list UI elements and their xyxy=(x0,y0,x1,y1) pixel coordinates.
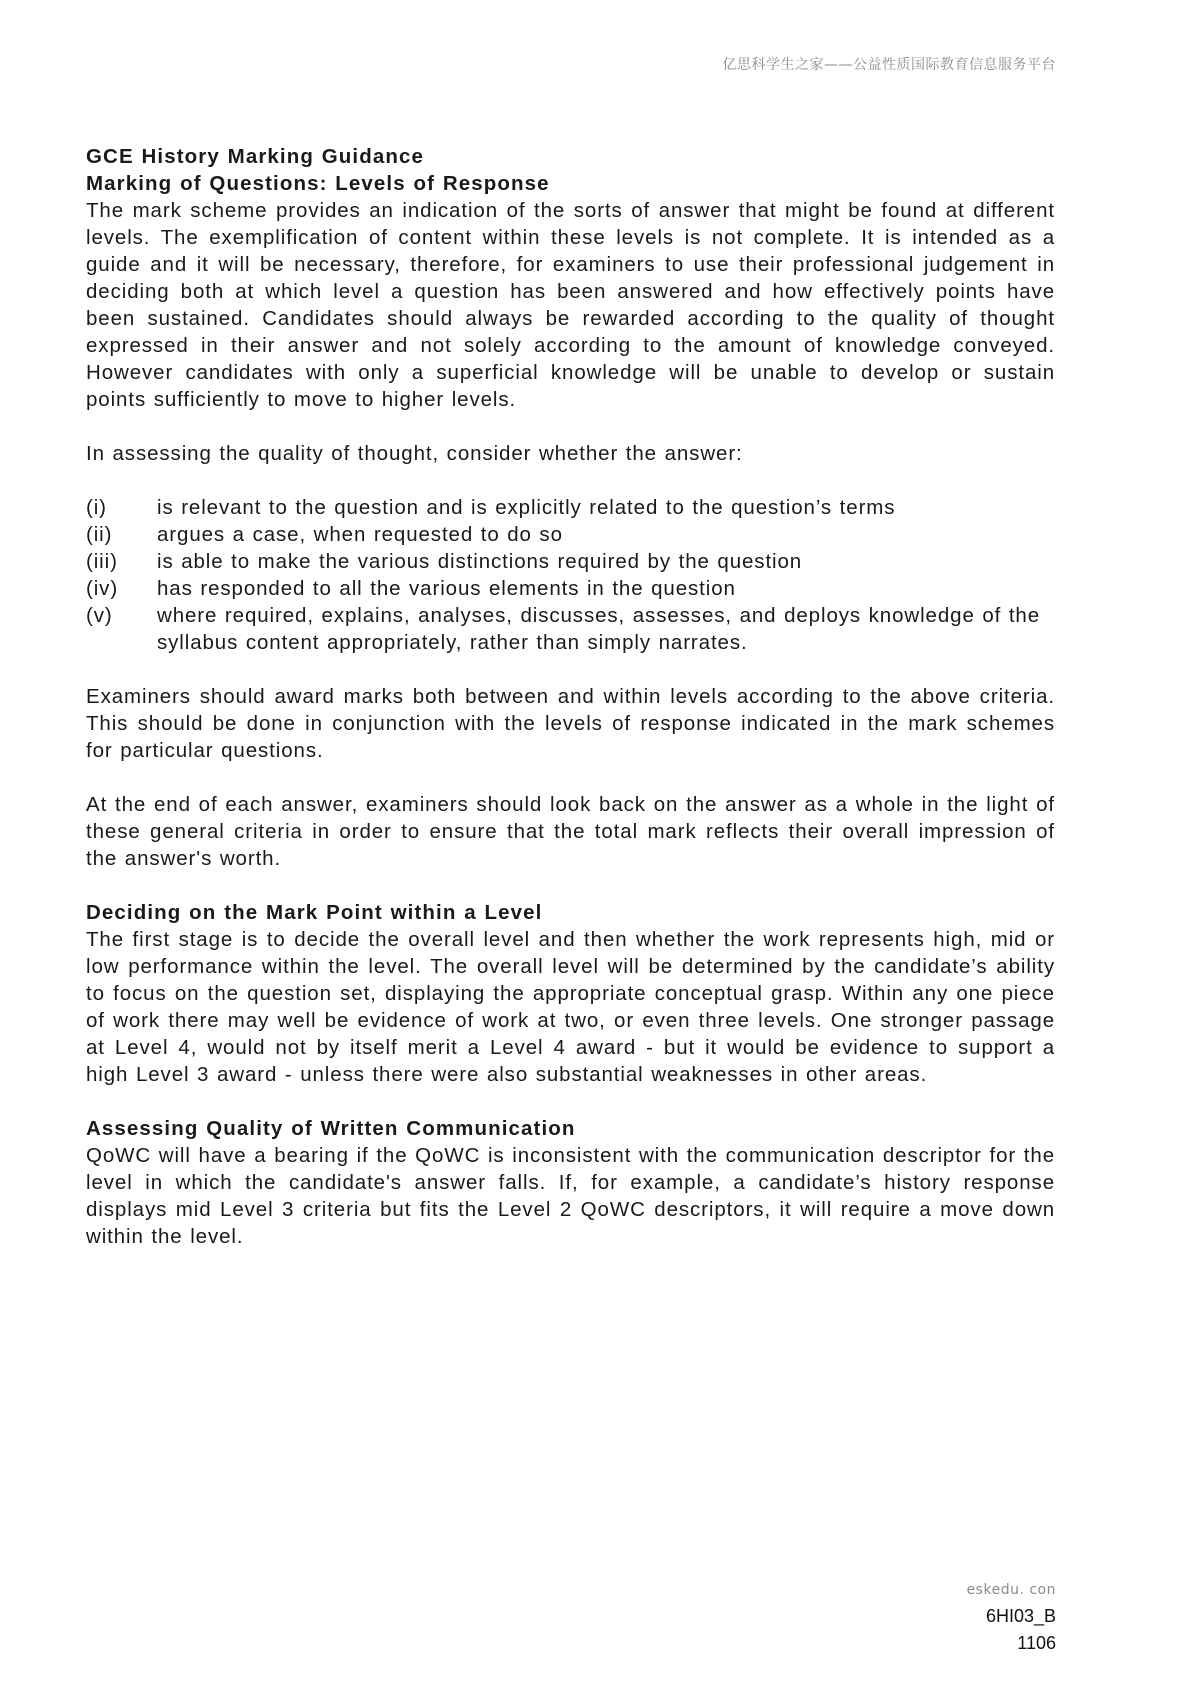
levels-paragraph-1: The mark scheme provides an indication of the sorts of answer that might be found at different levels. The exemplification of content within these levels is not complete. It is intended as a guide and it will be necessary, therefore, for examiners to use their professional judgement in deciding both at which level a question has been answered and how effectively points have been sustained. Candidates should always be rewarded according to the quality of thought expressed in their answer and not solely according to the amount of knowledge conveyed. However candidates with only a superficial knowledge will be unable to develop or sustain points sufficiently to move to higher levels. xyxy=(86,199,1055,411)
criteria-number: (iv) xyxy=(86,577,119,600)
criteria-text: has responded to all the various elements in the question xyxy=(157,577,736,600)
list-item xyxy=(86,602,1055,656)
document-body xyxy=(86,143,1055,1250)
criteria-text: is relevant to the question and is explicitly related to the question’s terms xyxy=(157,496,896,519)
header-watermark: 亿思科学生之家——公益性质国际教育信息服务平台 xyxy=(722,57,1056,73)
criteria-number: (i) xyxy=(86,496,107,519)
criteria-number: (v) xyxy=(86,604,113,627)
criteria-number: (iii) xyxy=(86,550,118,573)
list-item xyxy=(86,521,1055,548)
qowc-paragraph: QoWC will have a bearing if the QoWC is inconsistent with the communication descriptor for the level in which the candidate's answer falls. If, for example, a candidate’s history response displays mid Level 3 criteria but fits the Level 2 QoWC descriptors, it will require a move down within the level. xyxy=(86,1144,1055,1248)
list-item xyxy=(86,575,1055,602)
criteria-text: argues a case, when requested to do so xyxy=(157,523,563,546)
levels-paragraph-2: In assessing the quality of thought, consider whether the answer: xyxy=(86,442,743,465)
section-heading-levels: Marking of Questions: Levels of Response xyxy=(86,172,550,195)
section-heading-mark-point: Deciding on the Mark Point within a Level xyxy=(86,901,543,924)
criteria-list xyxy=(86,494,1055,656)
list-item xyxy=(86,548,1055,575)
criteria-number: (ii) xyxy=(86,523,113,546)
section-heading-qowc: Assessing Quality of Written Communication xyxy=(86,1117,576,1140)
document-code: 6HI03_B xyxy=(985,1606,1056,1626)
levels-paragraph-3: Examiners should award marks both between and within levels according to the above criteria. This should be done in conjunction with the levels of response indicated in the mark schemes for particular questions. xyxy=(86,685,1055,762)
page-number: 1106 xyxy=(1017,1633,1056,1653)
document-title: GCE History Marking Guidance xyxy=(86,145,424,168)
levels-paragraph-4: At the end of each answer, examiners should look back on the answer as a whole in the light of these general criteria in order to ensure that the total mark reflects their overall impression of the answer's worth. xyxy=(86,793,1055,870)
list-item xyxy=(86,494,1055,521)
criteria-text: where required, explains, analyses, discusses, assesses, and deploys knowledge of the syllabus content appropriately, rather than simply narrates. xyxy=(157,604,1041,654)
criteria-text: is able to make the various distinctions required by the question xyxy=(157,550,803,573)
mark-point-paragraph: The first stage is to decide the overall level and then whether the work represents high, mid or low performance within the level. The overall level will be determined by the candidate’s ability to focus on the question set, displaying the appropriate conceptual grasp. Within any one piece of work there may well be evidence of work at two, or even three levels. One stronger passage at Level 4, would not by itself merit a Level 4 award - but it would be evidence to support a high Level 3 award - unless there were also substantial weaknesses in other areas. xyxy=(86,928,1055,1086)
footer-watermark: eskedu. con xyxy=(966,1582,1056,1598)
